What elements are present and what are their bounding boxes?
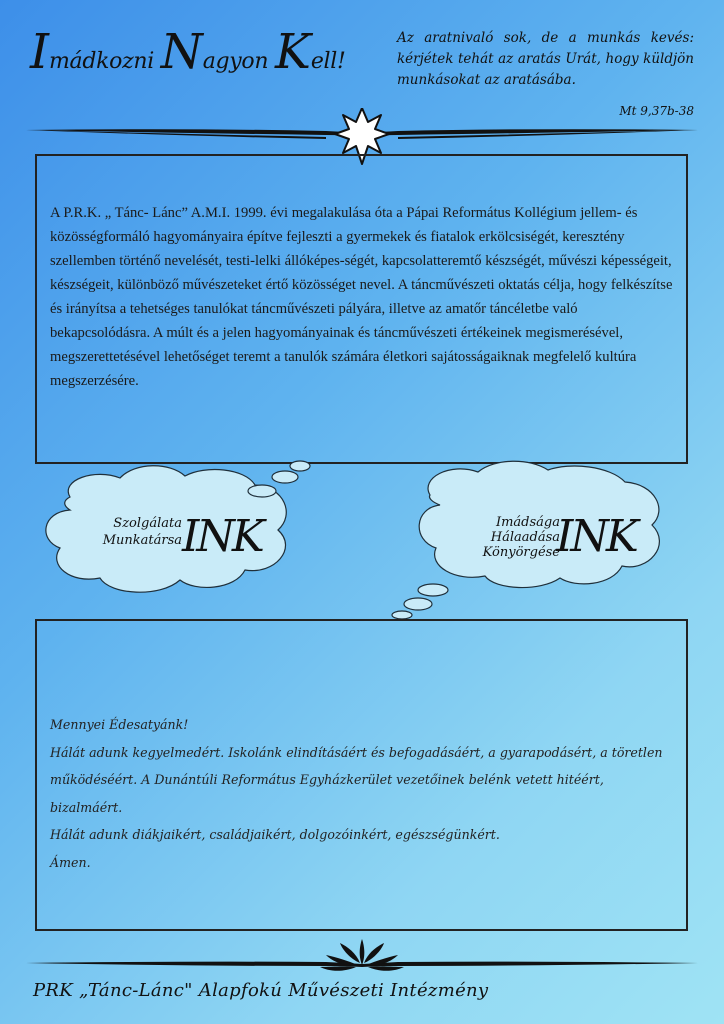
prayer-text: [50, 711, 675, 876]
prayer-line: Ámen.: [50, 854, 91, 870]
right-cloud-ink: INK: [556, 511, 636, 562]
cloud-word: Imádsága: [495, 515, 560, 530]
bible-quote: Az aratnivaló sok, de a munkás kevés: kérjétek tehát az aratás Urát, hogy küldjön munkásokat az aratásába.: [397, 30, 694, 88]
bottom-ornament-divider: [26, 935, 698, 975]
page-title: [30, 24, 370, 88]
title-word: agyon: [202, 49, 275, 74]
prayer-box: [35, 619, 688, 931]
title-word: mádkozni: [48, 49, 161, 74]
title-initial: K: [274, 24, 311, 80]
prayer-line: Hálát adunk kegyelmedért. Iskolánk elindításáért és befogadásáért, a gyarapodásért, a töretlen működéséért. A Dunántúli Református Egyházkerület vezetőinek belénk vetett hitéért, bizalmáért.: [50, 744, 663, 815]
right-cloud-words: [440, 515, 560, 560]
cloud-word: Szolgálata: [113, 516, 182, 531]
prayer-line: Mennyei Édesatyánk!: [50, 717, 189, 732]
intro-paragraph: A P.R.K. „ Tánc- Lánc” A.M.I. 1999. évi megalakulása óta a Pápai Református Kollégium jellem- és közösségformáló hagyományaira építve fejleszti a gyermekek és fiatalok erkölcsiségét, keresztény szellemben történő nevelését, testi-lelki állóképes-ségét, kapcsolatteremtő készségét, művészi képességeit, készségeit, különböző művészeteket értő közösséget nevel. A táncművészeti oktatás célja, hogy felkészítse és irányítsa a tehetséges tanulókat táncművészeti pályára, illetve az amatőr táncéletbe való bekapcsolódásra. A múlt és a jelen hagyományainak és táncművészeti értékeinek megismerésével, megszerettetésével lehetőséget teremt a tanulók számára életkori sajátosságaiknak megfelelő kultúra megszerzésére.: [50, 205, 673, 389]
prayer-line: Hálát adunk diákjaikért, családjaikért, dolgozóinkért, egészségünkért.: [50, 827, 500, 842]
left-cloud-ink: INK: [182, 511, 262, 562]
title-initial: N: [160, 24, 203, 80]
cloud-word: Könyörgése: [482, 545, 560, 560]
footer-institution-name: PRK „Tánc-Lánc" Alapfokú Művészeti Intézmény: [33, 980, 489, 1001]
cloud-word: Munkatársa: [102, 533, 182, 548]
bible-quote-reference: Mt 9,37b-38: [619, 104, 694, 118]
title-word: ell!: [310, 49, 346, 74]
title-initial: I: [30, 24, 49, 80]
cloud-word: Hálaadása: [490, 530, 560, 545]
intro-box: [35, 154, 688, 464]
left-cloud-words: [72, 515, 182, 549]
